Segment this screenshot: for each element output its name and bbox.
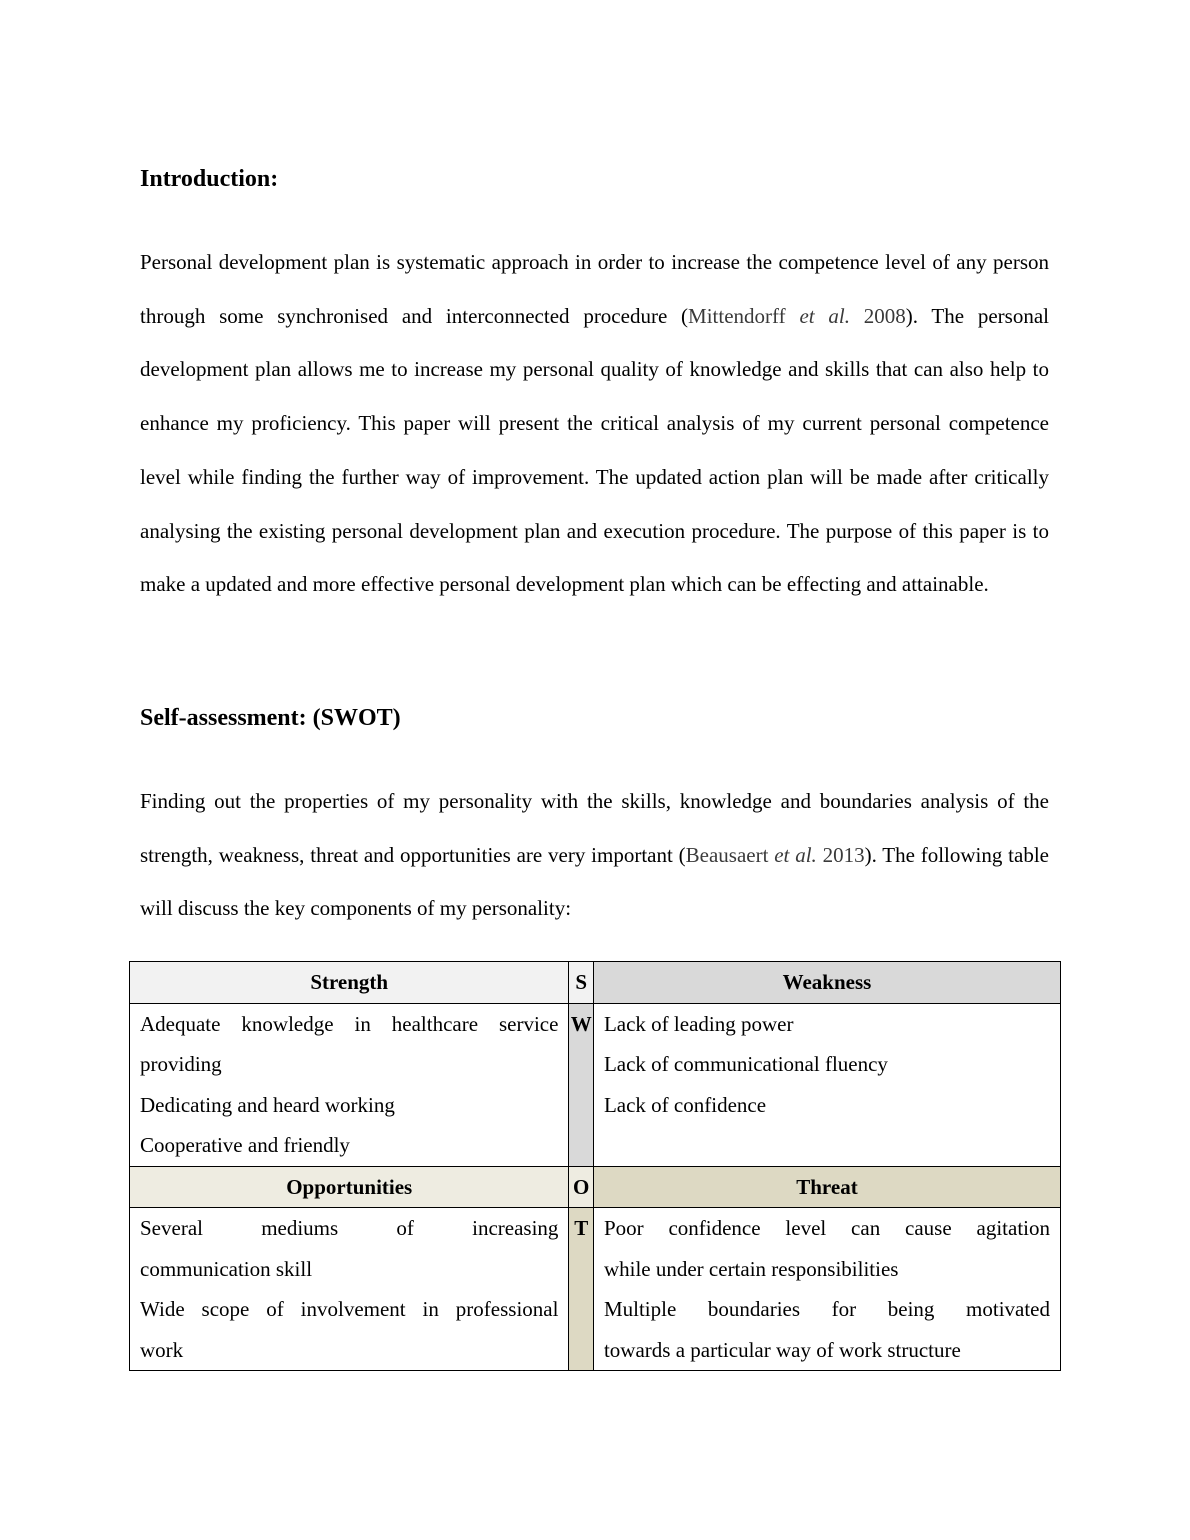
table-row (130, 1166, 1061, 1208)
swot-heading: Self-assessment: (SWOT) (140, 705, 401, 731)
opportunities-cell (130, 1208, 569, 1371)
list-item: providing (140, 1052, 222, 1076)
s-letter: S (569, 962, 594, 1004)
introduction-paragraph (140, 236, 1049, 612)
list-item: Several mediums of increasing (140, 1216, 559, 1240)
list-item: communication skill (140, 1256, 313, 1281)
list-item: Cooperative and friendly (140, 1133, 350, 1157)
list-item: Lack of communicational fluency (603, 1052, 888, 1076)
swot-text-2: ). The following table will discuss the key components of my personality: (140, 842, 1049, 921)
citation-mittendorff: Mittendorff et al. 2008 (688, 303, 906, 328)
swot-paragraph (140, 775, 1049, 936)
swot-text-1: Finding out the properties of my personality with the skills, knowledge and boundaries analysis of the strength, weakness, threat and opportunities are very important ( (140, 789, 1049, 867)
list-item: Lack of leading power (603, 1011, 794, 1036)
weakness-header: Weakness (593, 962, 1060, 1004)
table-row (130, 962, 1061, 1004)
intro-text-2: ). The personal development plan allows me to increase my personal quality of knowledge and skills that can also help to enhance my proficiency. This paper will present the critical analysis of my current personal competence level while finding the further way of improvement. The updated action plan will be made after critically analysing the existing personal development plan and execution procedure. The purpose of this paper is to make a updated and more effective personal development plan which can be effecting and attainable. (140, 303, 1049, 597)
threats-cell (593, 1208, 1060, 1371)
weaknesses-cell (593, 1003, 1060, 1166)
list-item: Wide scope of involvement in professional (140, 1297, 559, 1321)
list-item: Poor confidence level can cause agitation (603, 1216, 1050, 1240)
threat-header: Threat (593, 1166, 1060, 1208)
list-item: Dedicating and heard working (140, 1092, 395, 1117)
t-letter: T (569, 1208, 594, 1371)
table-row (130, 1208, 1061, 1371)
opportunities-header: Opportunities (130, 1166, 569, 1208)
w-letter: W (569, 1003, 594, 1166)
list-item: Adequate knowledge in healthcare service (140, 1011, 559, 1036)
list-item: Lack of confidence (603, 1092, 767, 1117)
list-item: while under certain responsibilities (603, 1256, 899, 1281)
citation-beausaert: Beausaert et al. 2013 (685, 842, 865, 867)
list-item: Multiple boundaries for being motivated (603, 1297, 1050, 1321)
intro-text-1: Personal development plan is systematic approach in order to increase the competence level of any person through some synchronised and interconnected procedure ( (140, 250, 1049, 328)
strengths-cell (130, 1003, 569, 1166)
table-row (130, 1003, 1061, 1166)
strength-header: Strength (130, 962, 569, 1004)
swot-table (129, 961, 1061, 1371)
introduction-heading: Introduction: (140, 166, 279, 192)
o-letter: O (569, 1166, 594, 1208)
list-item: towards a particular way of work structure (603, 1337, 961, 1362)
list-item: work (140, 1337, 184, 1362)
